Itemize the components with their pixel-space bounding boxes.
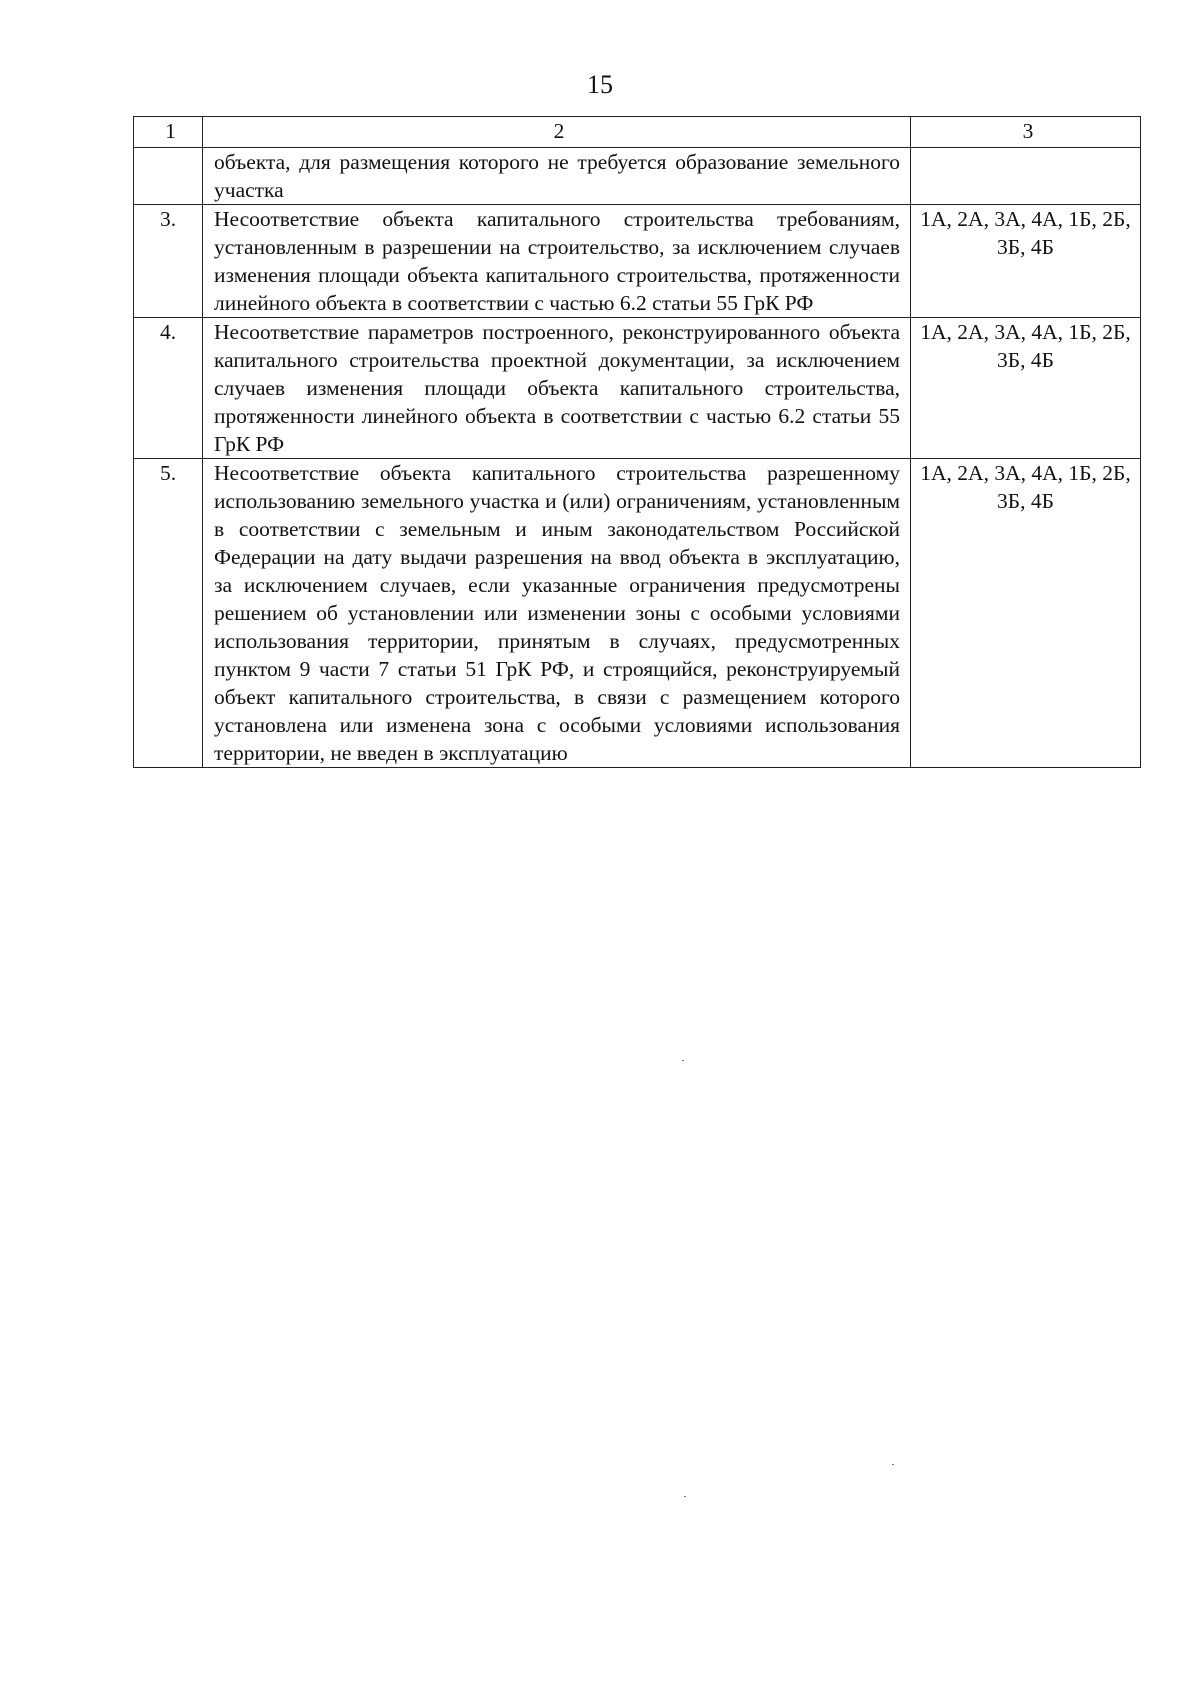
table-row <box>134 318 1141 459</box>
row-number <box>134 148 203 205</box>
table-row <box>134 459 1141 768</box>
page-number: 15 <box>587 70 613 99</box>
column-header-3: 3 <box>911 117 1141 148</box>
row-codes: 1А, 2А, 3А, 4А, 1Б, 2Б, 3Б, 4Б <box>911 459 1141 768</box>
row-text: Несоответствие параметров построенного, реконструированного объекта капитального строительства проектной документации, за исключением случаев изменения площади объекта капитального строительства, протяженности линейного объекта в соответствии с частью 6.2 статьи 55 ГрК РФ <box>203 318 911 459</box>
column-header-1: 1 <box>134 117 203 148</box>
table-row <box>134 148 1141 205</box>
row-codes: 1А, 2А, 3А, 4А, 1Б, 2Б, 3Б, 4Б <box>911 318 1141 459</box>
table-row <box>134 205 1141 318</box>
row-codes <box>911 148 1141 205</box>
column-header-2: 2 <box>203 117 911 148</box>
row-text: Несоответствие объекта капитального строительства разрешенному использованию земельного участка и (или) ограничениям, установленным в соответствии с земельным и иным законодательством Российской Федерации на дату выдачи разрешения на ввод объекта в эксплуатацию, за исключением случаев, если указанные ограничения предусмотрены решением об установлении или изменении зоны с особыми условиями использования территории, принятым в случаях, предусмотренных пунктом 9 части 7 статьи 51 ГрК РФ, и строящийся, реконструируемый объект капитального строительства, в связи с размещением которого установлена или изменена зона с особыми условиями использования территории, не введен в эксплуатацию <box>203 459 911 768</box>
row-text: объекта, для размещения которого не требуется образование земельного участка <box>203 148 911 205</box>
scan-speck <box>682 1060 684 1061</box>
row-codes: 1А, 2А, 3А, 4А, 1Б, 2Б, 3Б, 4Б <box>911 205 1141 318</box>
scan-speck <box>684 1496 686 1497</box>
row-number: 5. <box>134 459 203 768</box>
row-text: Несоответствие объекта капитального строительства требованиям, установленным в разрешении на строительство, за исключением случаев изменения площади объекта капитального строительства, протяженности линейного объекта в соответствии с частью 6.2 статьи 55 ГрК РФ <box>203 205 911 318</box>
requirements-table <box>133 116 1141 768</box>
scan-speck <box>892 1464 894 1465</box>
row-number: 4. <box>134 318 203 459</box>
row-number: 3. <box>134 205 203 318</box>
table-header-row <box>134 117 1141 148</box>
